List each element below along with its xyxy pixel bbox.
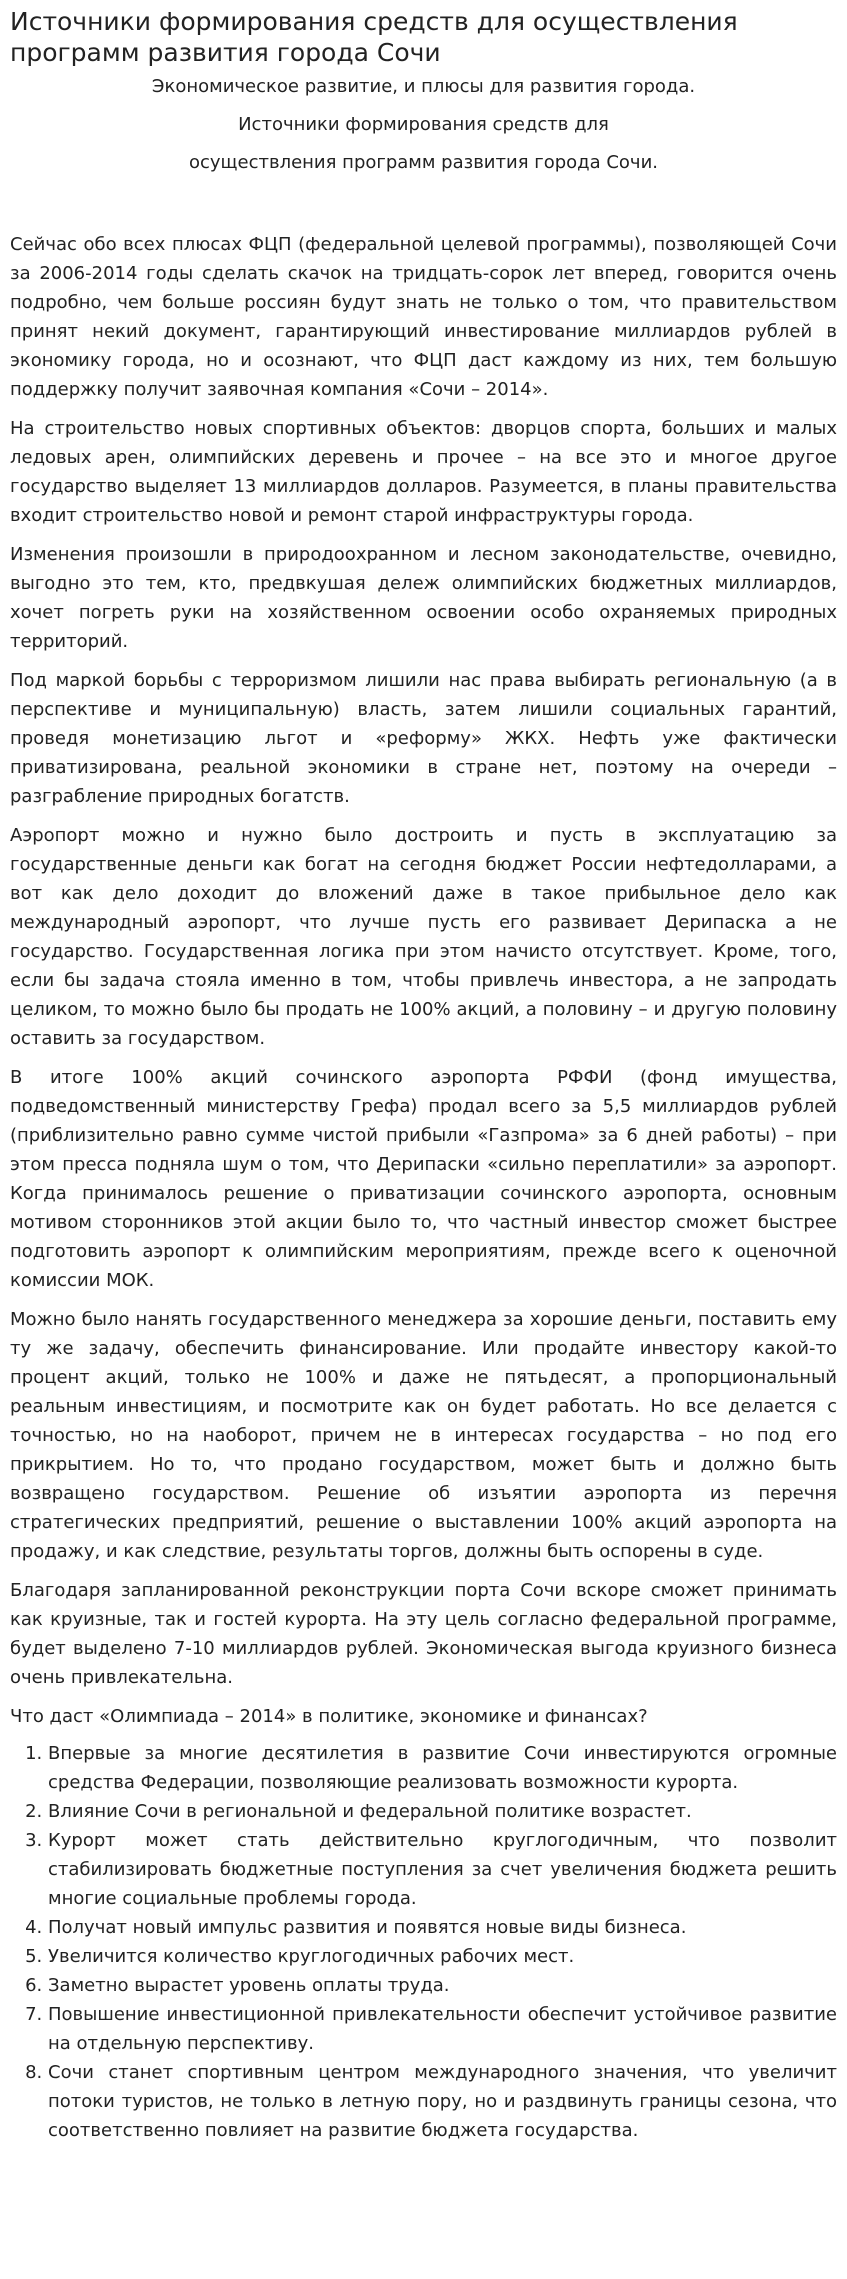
paragraph-6: В итоге 100% акций сочинского аэропорта РФФИ (фонд имущества, подведомственный министерству Грефа) продал всего за 5,5 миллиардов рублей (приблизительно равно сумме чистой прибыли «Газпрома» за 6 дней работы) – при этом пресса подняла шум о том, что Дерипаски «сильно переплатили» за аэропорт. Когда принималось решение о приватизации сочинского аэропорта, основным мотивом сторонников этой акции было то, что частный инвестор сможет быстрее подготовить аэропорт к олимпийским мероприятиям, прежде всего к оценочной комиссии МОК.	[10, 1067, 837, 1291]
list-item: 4. Получат новый импульс развития и появятся новые виды бизнеса.	[48, 1913, 837, 1942]
blank-spacer	[10, 188, 837, 230]
paragraph-2: На строительство новых спортивных объектов: дворцов спорта, больших и малых ледовых арен, олимпийских деревень и прочее – на все это и многое другое государство выделяет 13 миллиардов долларов. Разумеется, в планы правительства входит строительство новой и ремонт старой инфраструктуры города.	[10, 418, 837, 526]
list-item: 8. Сочи станет спортивным центром международного значения, что увеличит потоки туристов, не только в летную пору, но и раздвинуть границы сезона, что соответственно повлияет на развитие бюджета государства.	[48, 2058, 837, 2145]
list-item: 5. Увеличится количество круглогодичных рабочих мест.	[48, 1942, 837, 1971]
list-item: 1. Впервые за многие десятилетия в развитие Сочи инвестируются огромные средства Федерации, позволяющие реализовать возможности курорта.	[48, 1739, 837, 1797]
list-item: 2. Влияние Сочи в региональной и федеральной политике возрастет.	[48, 1797, 837, 1826]
paragraph-1: Сейчас обо всех плюсах ФЦП (федеральной целевой программы), позволяющей Сочи за 2006-2014 годы сделать скачок на тридцать-сорок лет вперед, говорится очень подробно, чем больше россиян будут знать не только о том, что правительством принят некий документ, гарантирующий инвестирование миллиардов рублей в экономику города, но и осознают, что ФЦП даст каждому из них, тем большую поддержку получит заявочная компания «Сочи – 2014».	[10, 234, 837, 400]
question-heading: Что даст «Олимпиада – 2014» в политике, экономике и финансах?	[10, 1706, 648, 1727]
paragraph-4: Под маркой борьбы с терроризмом лишили нас права выбирать региональную (а в перспективе и муниципальную) власть, затем лишили социальных гарантий, проведя монетизацию льгот и «реформу» ЖКХ. Нефть уже фактически приватизирована, реальной экономики в стране нет, поэтому на очереди – разграбление природных богатств.	[10, 670, 837, 807]
list-item: 3. Курорт может стать действительно круглогодичным, что позволит стабилизировать бюджетные поступления за счет увеличения бюджета решить многие социальные проблемы города.	[48, 1826, 837, 1913]
page-title: Источники формирования средств для осуществления программ развития города Сочи	[10, 7, 738, 67]
subtitle-line-3: осуществления программ развития города Сочи.	[189, 152, 658, 173]
paragraph-3: Изменения произошли в природоохранном и лесном законодательстве, очевидно, выгодно это тем, кто, предвкушая дележ олимпийских бюджетных миллиардов, хочет погреть руки на хозяйственном освоении особо охраняемых природных территорий.	[10, 544, 837, 652]
benefits-list	[10, 1739, 837, 2145]
paragraph-7: Можно было нанять государственного менеджера за хорошие деньги, поставить ему ту же задачу, обеспечить финансирование. Или продайте инвестору какой-то процент акций, только не 100% и даже не пятьдесят, а пропорциональный реальным инвестициям, и посмотрите как он будет работать. Но все делается с точностью, но на наоборот, причем не в интересах государства – но под его прикрытием. Но то, что продано государством, может быть и должно быть возвращено государством. Решение об изъятии аэропорта из перечня стратегических предприятий, решение о выставлении 100% акций аэропорта на продажу, и как следствие, результаты торгов, должны быть оспорены в суде.	[10, 1309, 837, 1562]
paragraph-8: Благодаря запланированной реконструкции порта Сочи вскоре сможет принимать как круизные, так и гостей курорта. На эту цель согласно федеральной программе, будет выделено 7-10 миллиардов рублей. Экономическая выгода круизного бизнеса очень привлекательна.	[10, 1580, 837, 1688]
list-item: 7. Повышение инвестиционной привлекательности обеспечит устойчивое развитие на отдельную перспективу.	[48, 2000, 837, 2058]
subtitle-line-2: Источники формирования средств для	[238, 114, 609, 135]
list-item: 6. Заметно вырастет уровень оплаты труда.	[48, 1971, 837, 2000]
subtitle-line-1: Экономическое развитие, и плюсы для развития города.	[151, 76, 696, 97]
paragraph-5: Аэропорт можно и нужно было достроить и пусть в эксплуатацию за государственные деньги как богат на сегодня бюджет России нефтедолларами, а вот как дело доходит до вложений даже в такое прибыльное дело как международный аэропорт, что лучше пусть его развивает Дерипаска а не государство. Государственная логика при этом начисто отсутствует. Кроме, того, если бы задача стояла именно в том, чтобы привлечь инвестора, а не запродать целиком, то можно было бы продать не 100% акций, а половину – и другую половину оставить за государством.	[10, 825, 837, 1049]
